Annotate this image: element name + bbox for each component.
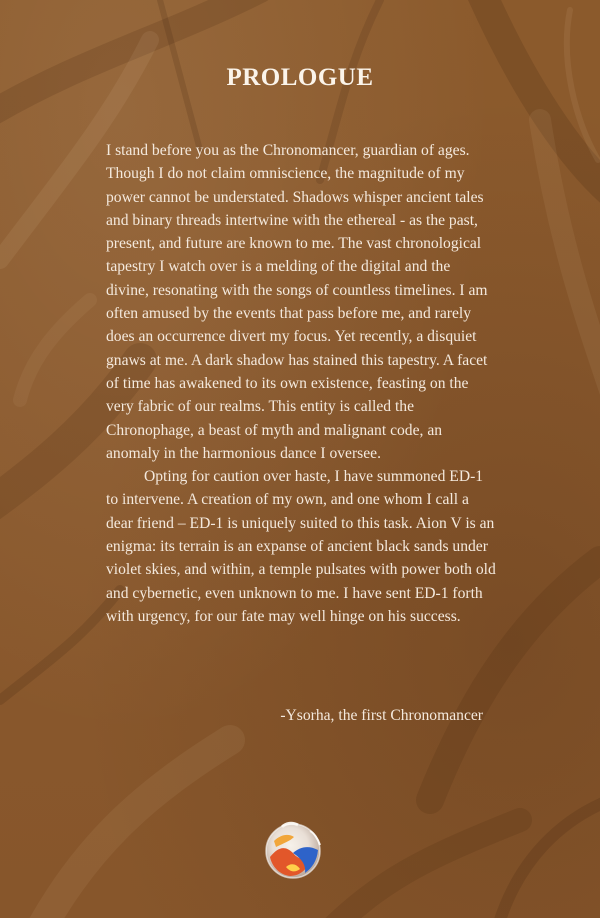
paragraph: I stand before you as the Chronomancer, guardian of ages. Though I do not claim omniscience, the magnitude of my power cannot be understated. Shadows whisper ancient tales and binary threads intertwine with the ethereal - as the past, present, and future are known to me. The vast chronological tapestry I watch over is a melding of the digital and the divine, resonating with the songs of countless timelines. I am often amused by the events that pass before me, and rarely does an occurrence divert my focus. Yet recently, a disquiet gnaws at me. A dark shadow has stained this tapestry. A facet of time has awakened to its own existence, feasting on the very fabric of our realms. This entity is called the Chronophage, a beast of myth and malignant code, an anomaly in the harmonious dance I oversee. xyxy=(106,142,488,462)
orb-emblem-icon xyxy=(260,817,326,883)
prologue-body xyxy=(106,139,496,628)
signature: -Ysorha, the first Chronomancer xyxy=(280,707,483,724)
paragraph: Opting for caution over haste, I have summoned ED-1 to intervene. A creation of my own, and one whom I call a dear friend – ED-1 is uniquely suited to this task. Aion V is an enigma: its terrain is an expanse of ancient black sands under violet skies, and within, a temple pulsates with power both old and cybernetic, even unknown to me. I have sent ED-1 forth with urgency, for our fate may well hinge on his success. xyxy=(106,468,496,625)
page-title: PROLOGUE xyxy=(226,64,374,91)
